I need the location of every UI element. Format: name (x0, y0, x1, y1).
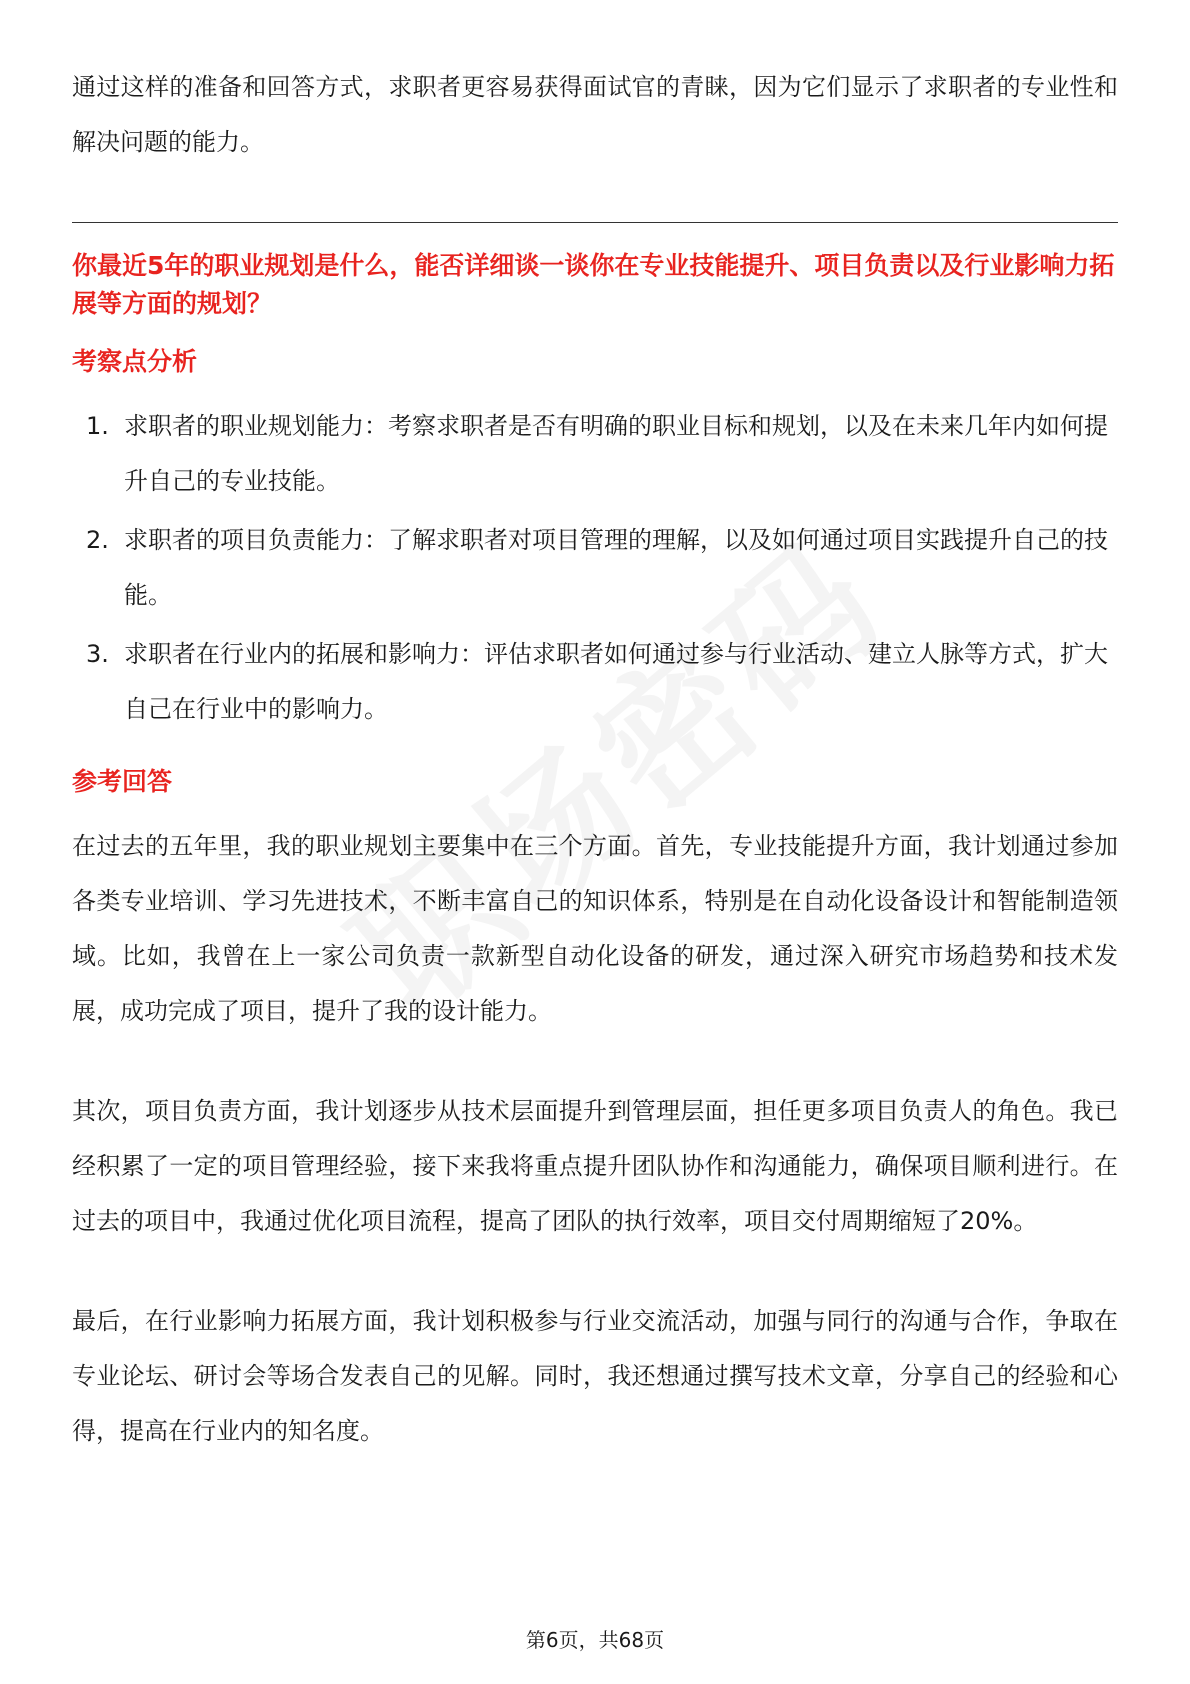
list-item-text: 求职者的职业规划能力：考察求职者是否有明确的职业目标和规划，以及在未来几年内如何提升自己的专业技能。 (124, 412, 1108, 495)
list-item (72, 627, 1118, 737)
intro-paragraph: 通过这样的准备和回答方式，求职者更容易获得面试官的青睐，因为它们显示了求职者的专业性和解决问题的能力。 (72, 73, 1118, 156)
answer-paragraph: 在过去的五年里，我的职业规划主要集中在三个方面。首先，专业技能提升方面，我计划通过参加各类专业培训、学习先进技术，不断丰富自己的知识体系，特别是在自动化设备设计和智能制造领域。比如，我曾在上一家公司负责一款新型自动化设备的研发，通过深入研究市场趋势和技术发展，成功完成了项目，提升了我的设计能力。 (72, 832, 1118, 1025)
answer-paragraph: 最后，在行业影响力拓展方面，我计划积极参与行业交流活动，加强与同行的沟通与合作，争取在专业论坛、研讨会等场合发表自己的见解。同时，我还想通过撰写技术文章，分享自己的经验和心得，提高在行业内的知名度。 (72, 1307, 1118, 1445)
page-number-footer: 第6页，共68页 (525, 1628, 665, 1652)
answer-heading: 参考回答 (72, 767, 173, 796)
list-item-number: 3. (86, 640, 109, 668)
answer-paragraph: 其次，项目负责方面，我计划逐步从技术层面提升到管理层面，担任更多项目负责人的角色。我已经积累了一定的项目管理经验，接下来我将重点提升团队协作和沟通能力，确保项目顺利进行。在过去的项目中，我通过优化项目流程，提高了团队的执行效率，项目交付周期缩短了20%。 (72, 1097, 1118, 1235)
list-item-number: 2. (86, 526, 109, 554)
section-divider (72, 222, 1118, 223)
list-item-text: 求职者的项目负责能力：了解求职者对项目管理的理解，以及如何通过项目实践提升自己的技能。 (124, 526, 1108, 609)
list-item-number: 1. (86, 412, 109, 440)
analysis-heading: 考察点分析 (72, 347, 198, 376)
list-item-text: 求职者在行业内的拓展和影响力：评估求职者如何通过参与行业活动、建立人脉等方式，扩大自己在行业中的影响力。 (124, 640, 1108, 723)
interview-question: 你最近5年的职业规划是什么，能否详细谈一谈你在专业技能提升、项目负责以及行业影响力拓展等方面的规划？ (72, 251, 1115, 318)
page-content (72, 60, 1118, 1459)
analysis-list (72, 399, 1118, 737)
list-item (72, 399, 1118, 509)
list-item (72, 513, 1118, 623)
